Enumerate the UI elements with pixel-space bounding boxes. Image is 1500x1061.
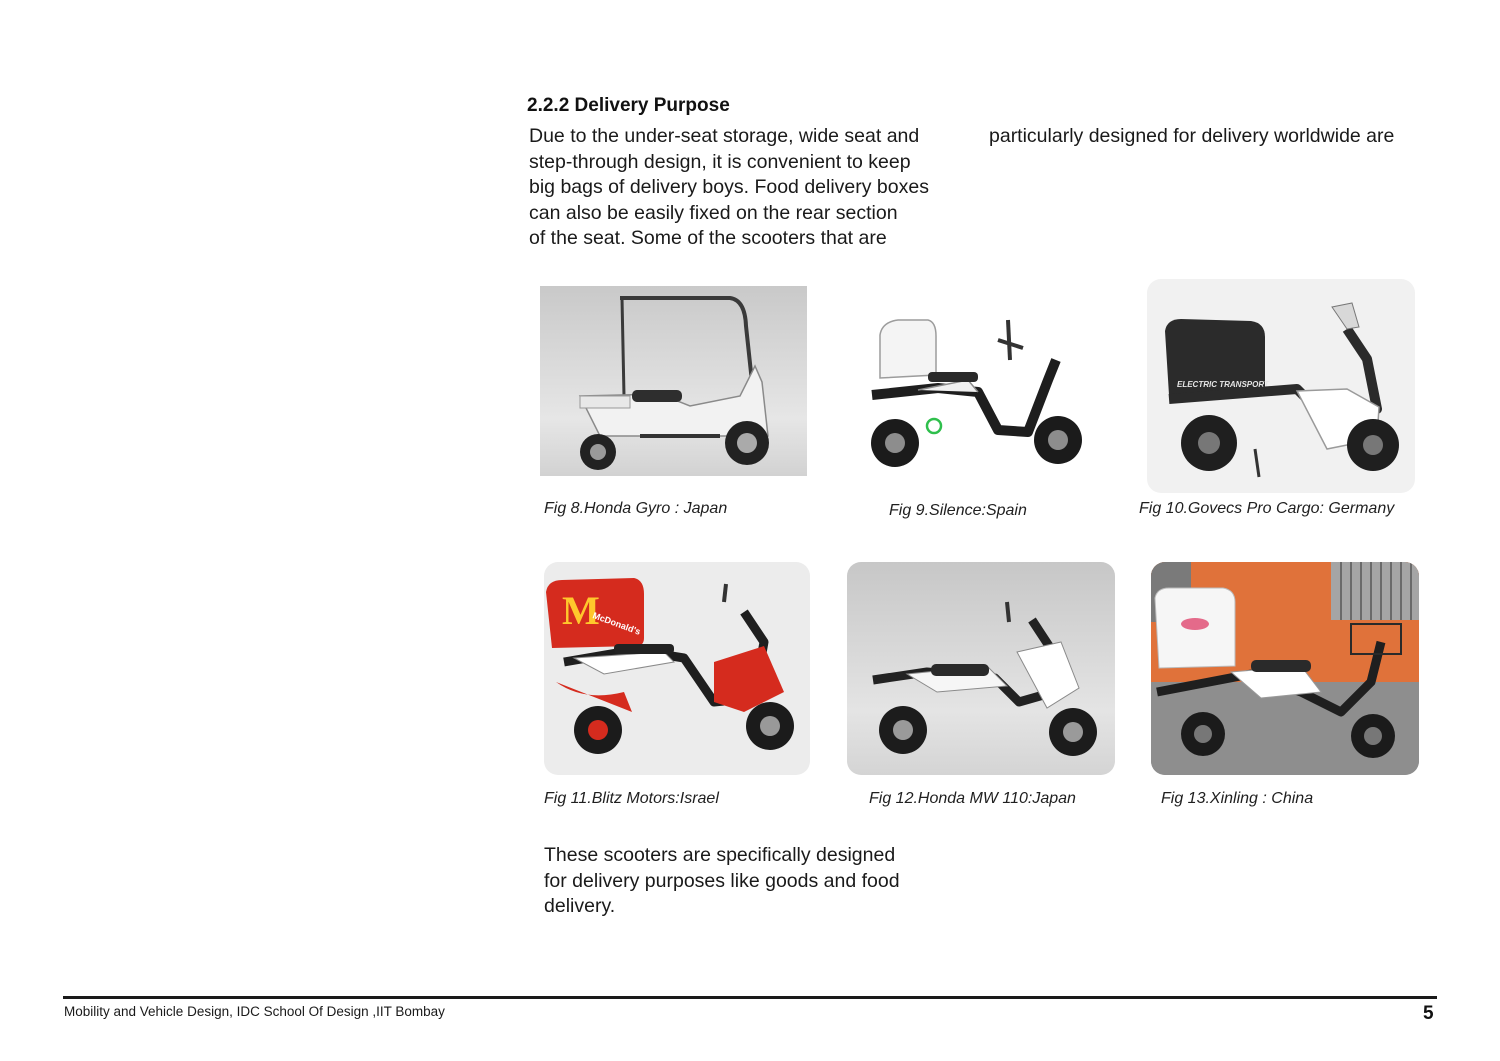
figure-caption: Fig 12.Honda MW 110:Japan: [869, 790, 1076, 807]
closing-paragraph: [544, 843, 900, 920]
figure-caption: Fig 9.Silence:Spain: [889, 502, 1027, 519]
figure-caption: Fig 8.Honda Gyro : Japan: [544, 500, 728, 517]
mcd-text: McDonald's: [591, 610, 642, 637]
intro-paragraph-left: [529, 124, 929, 252]
closing-line: for delivery purposes like goods and food: [544, 869, 900, 892]
figure-xinling-image: [1151, 562, 1419, 775]
intro-line: can also be easily fixed on the rear section: [529, 201, 898, 224]
intro-line: step-through design, it is convenient to keep: [529, 150, 911, 173]
page-number: 5: [1423, 1003, 1434, 1024]
figure-blitz-motors-image: [544, 562, 810, 775]
figure-govecs-image: [1147, 279, 1415, 493]
closing-line: These scooters are specifically designed: [544, 844, 896, 866]
figure-honda-mw110-image: [847, 562, 1115, 775]
intro-line: of the seat. Some of the scooters that are: [529, 227, 887, 250]
intro-paragraph-right: [989, 124, 1394, 150]
intro-line: particularly designed for delivery worldwide are: [989, 125, 1395, 147]
footer-text: Mobility and Vehicle Design, IDC School Of Design ,IIT Bombay: [64, 1004, 445, 1019]
section-heading: 2.2.2 Delivery Purpose: [527, 95, 730, 116]
figure-honda-gyro-image: [540, 286, 807, 476]
figure-caption: Fig 11.Blitz Motors:Israel: [544, 790, 719, 807]
mcd-logo: M: [562, 588, 600, 633]
figure-caption: Fig 10.Govecs Pro Cargo: Germany: [1139, 500, 1395, 517]
figure-silence-image: [858, 300, 1098, 480]
intro-line: big bags of delivery boys. Food delivery boxes: [529, 176, 929, 199]
figure-caption: Fig 13.Xinling : China: [1161, 790, 1314, 807]
footer-rule: [63, 996, 1437, 999]
intro-line: Due to the under-seat storage, wide seat and: [529, 125, 920, 147]
govecs-decal-text: ELECTRIC TRANSPORT: [1177, 380, 1269, 389]
closing-line: delivery.: [544, 895, 616, 918]
